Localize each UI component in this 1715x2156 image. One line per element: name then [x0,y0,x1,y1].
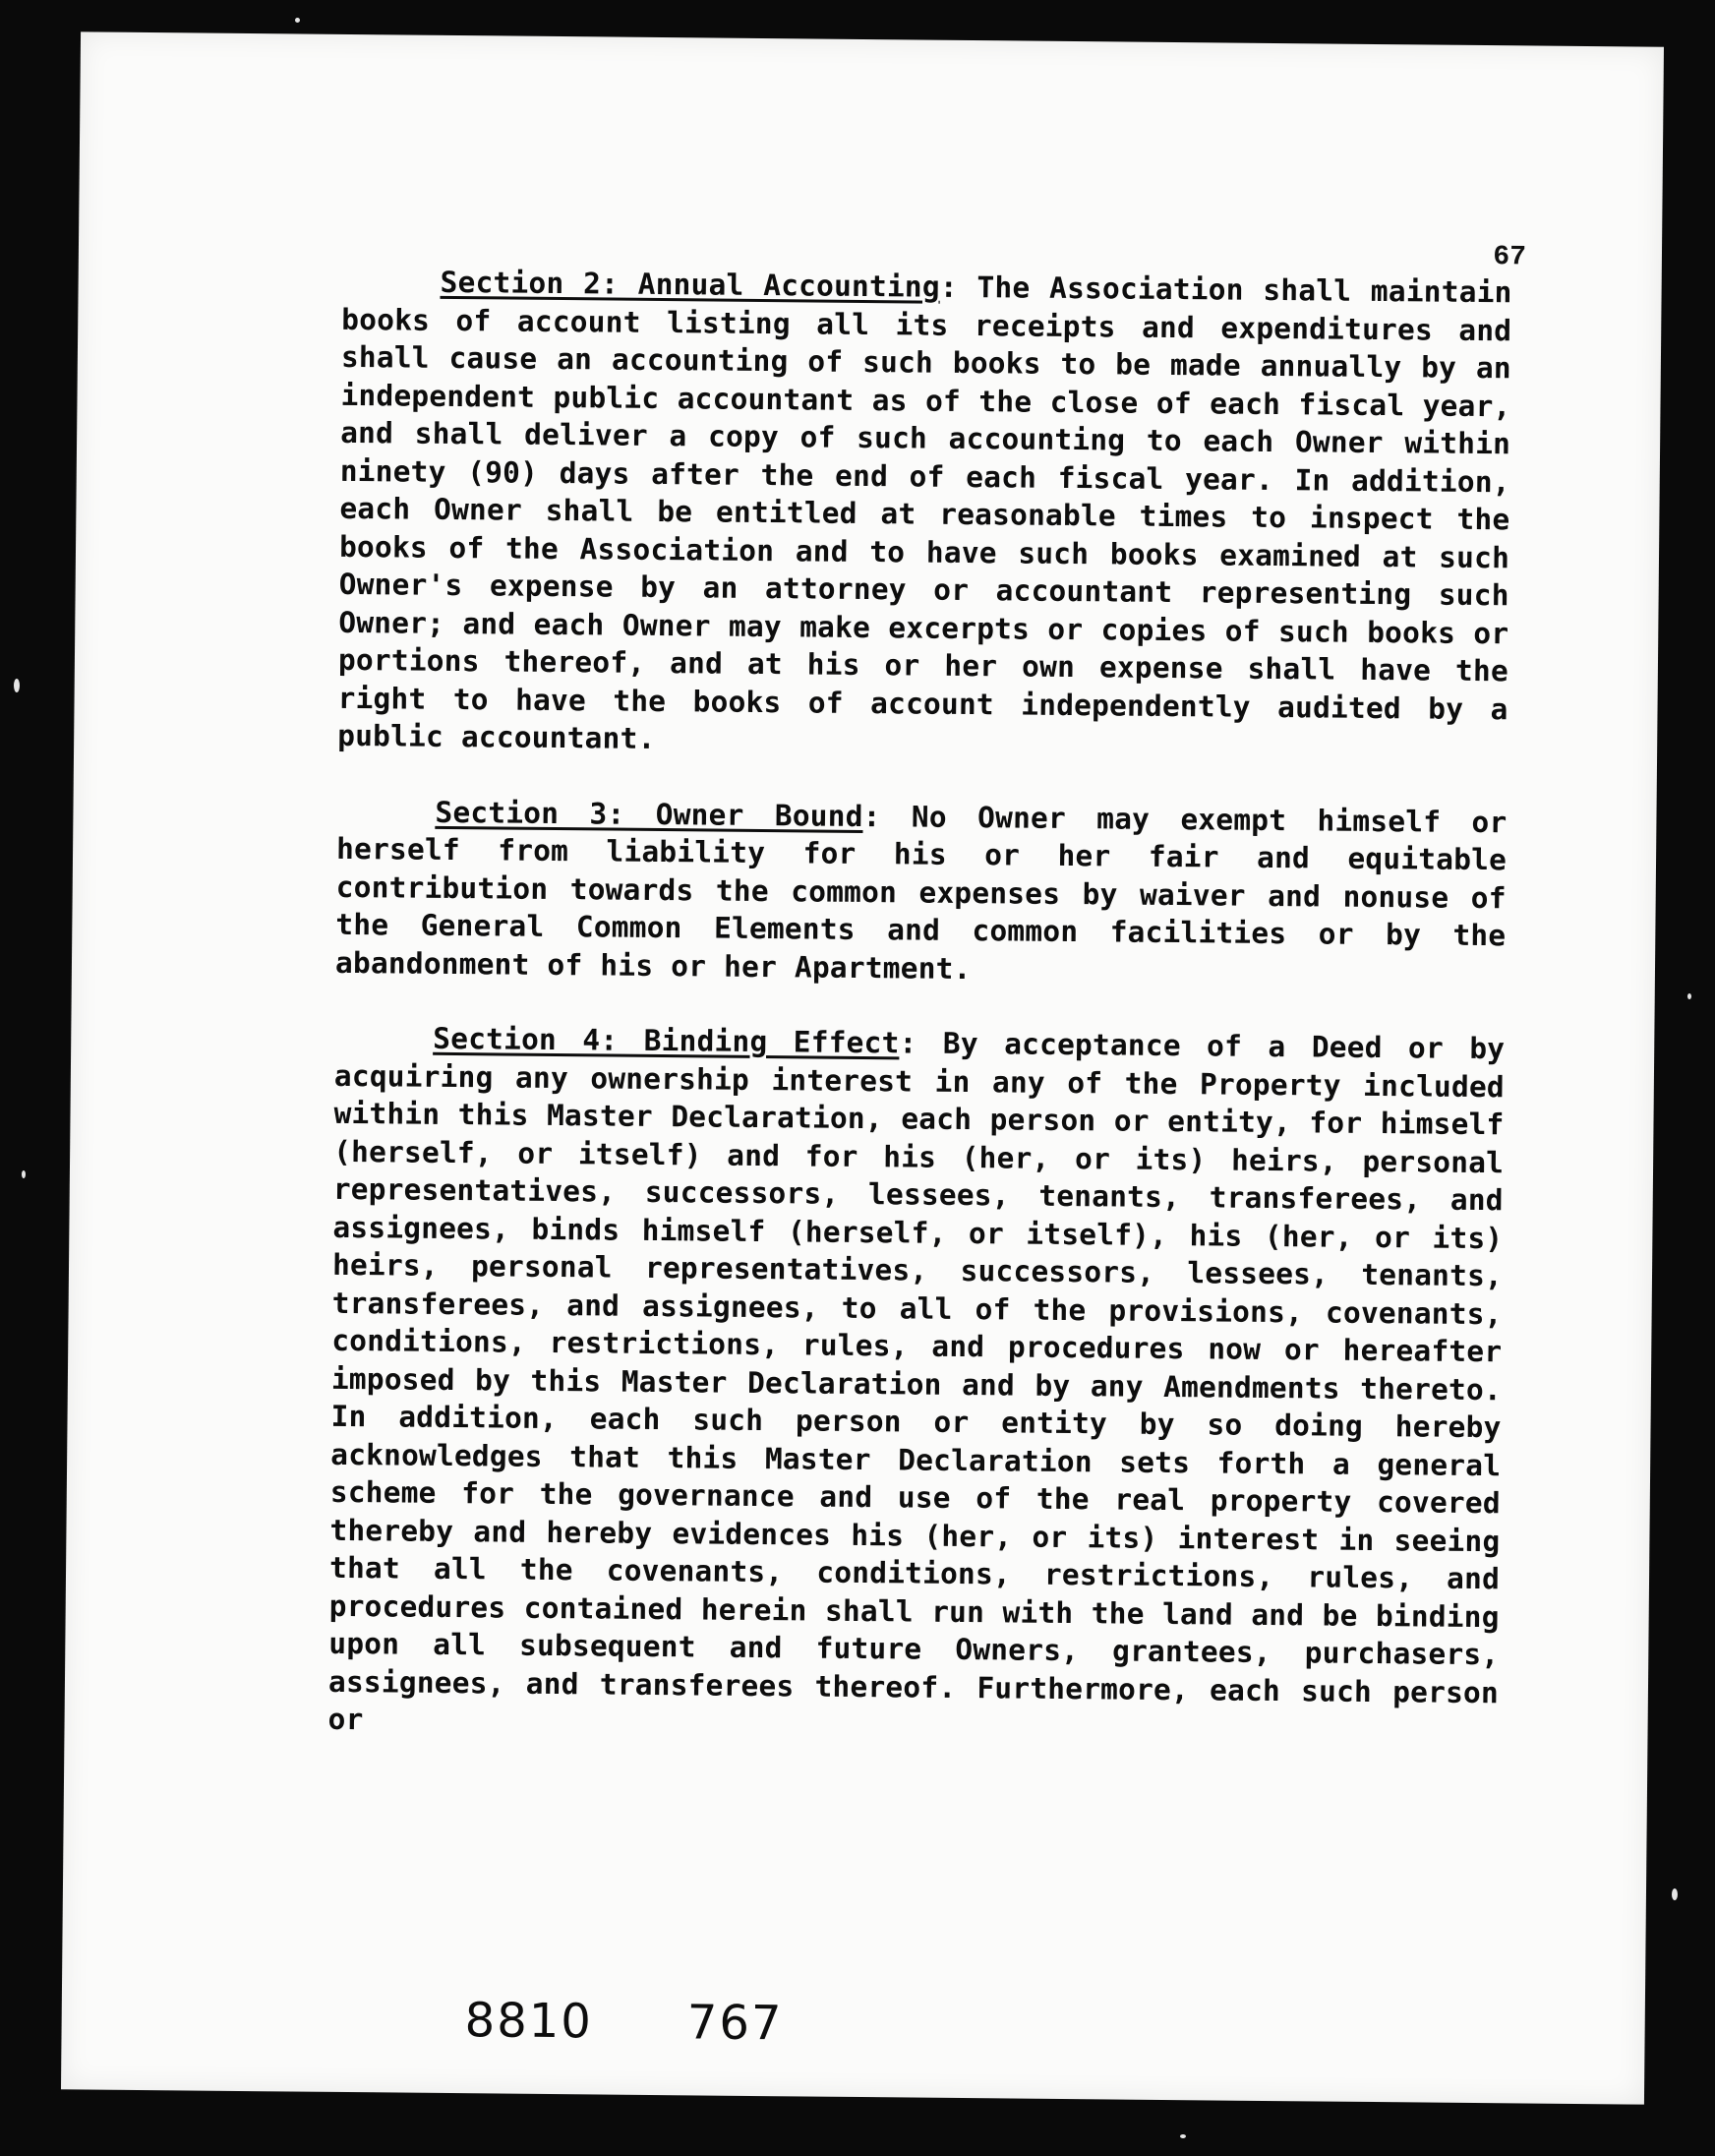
document-body [327,263,1512,1787]
section-4-heading: Section 4: Binding Effect [433,1021,900,1060]
section-4-paragraph [327,1019,1505,1750]
section-3-separator: : [862,799,913,833]
section-4-text: By acceptance of a Deed or by acquiring any ownership interest in any of the Property included within this Master Declaration, each person or entity, for himself (herself, or itself) and for his (her, or its) heirs, personal representatives, successors, lessees, tenants, transferees, and assignees, binds himself (herself, or itself), his (her, or its) heirs, personal representatives, successors, lessees, tenants, transferees, and assignees, to all of the provisions, covenants, conditions, restrictions, rules, and procedures now or hereafter imposed by this Master Declaration and by any Amendments thereto. In addition, each such person or entity by so doing hereby acknowledges that this Master Declaration sets forth a general scheme for the governance and use of the real property covered thereby and hereby evidences his (her, or its) interest in seeing that all the covenants, conditions, restrictions, rules, and procedures contained herein shall run with the land and be binding upon all subsequent and future Owners, grantees, purchasers, assignees, and transferees thereof. Furthermore, each such person or [327,1026,1506,1737]
document-page [61,31,1664,2104]
recording-stamp [464,1993,877,2052]
scan-speck [1672,1888,1678,1900]
section-2-text: The Association shall maintain books of account listing all its receipts and expenditures and shall cause an accounting of such books to be made annually by an independent public accountant as of the close of each fiscal year, and shall deliver a copy of such accounting to each Owner within ninety (90) days after the end of each fiscal year. In addition, each Owner shall be entitled at reasonable times to inspect the books of the Association and to have such books examined at such Owner's expense by an attorney or accountant representing such Owner; and each Owner may make excerpts or copies of such books or portions thereof, and at his or her own expense shall have the right to have the books of account independently audited by a public accountant. [337,270,1512,755]
section-3-heading: Section 3: Owner Bound [435,795,863,833]
scan-speck [1180,2134,1186,2138]
scan-speck [1687,993,1691,999]
scan-speck [14,679,20,692]
page-number: 67 [1493,242,1527,273]
scan-speck [295,18,300,23]
recording-book-number: 8810 [464,1993,594,2050]
scan-speck [22,1170,26,1178]
section-3-text: No Owner may exempt himself or herself from liability for his or her fair and equitable contribution towards the common expenses by waiver and nonuse of the General Common Elements and common facilities or by the abandonment of his or her Apartment. [334,799,1508,986]
recording-page-number: 767 [686,1995,784,2052]
section-4-separator: : [899,1026,944,1060]
section-3-paragraph [335,792,1508,992]
section-2-separator: : [939,270,977,305]
section-2-heading: Section 2: Annual Accounting [440,265,940,304]
section-2-paragraph [337,263,1512,766]
